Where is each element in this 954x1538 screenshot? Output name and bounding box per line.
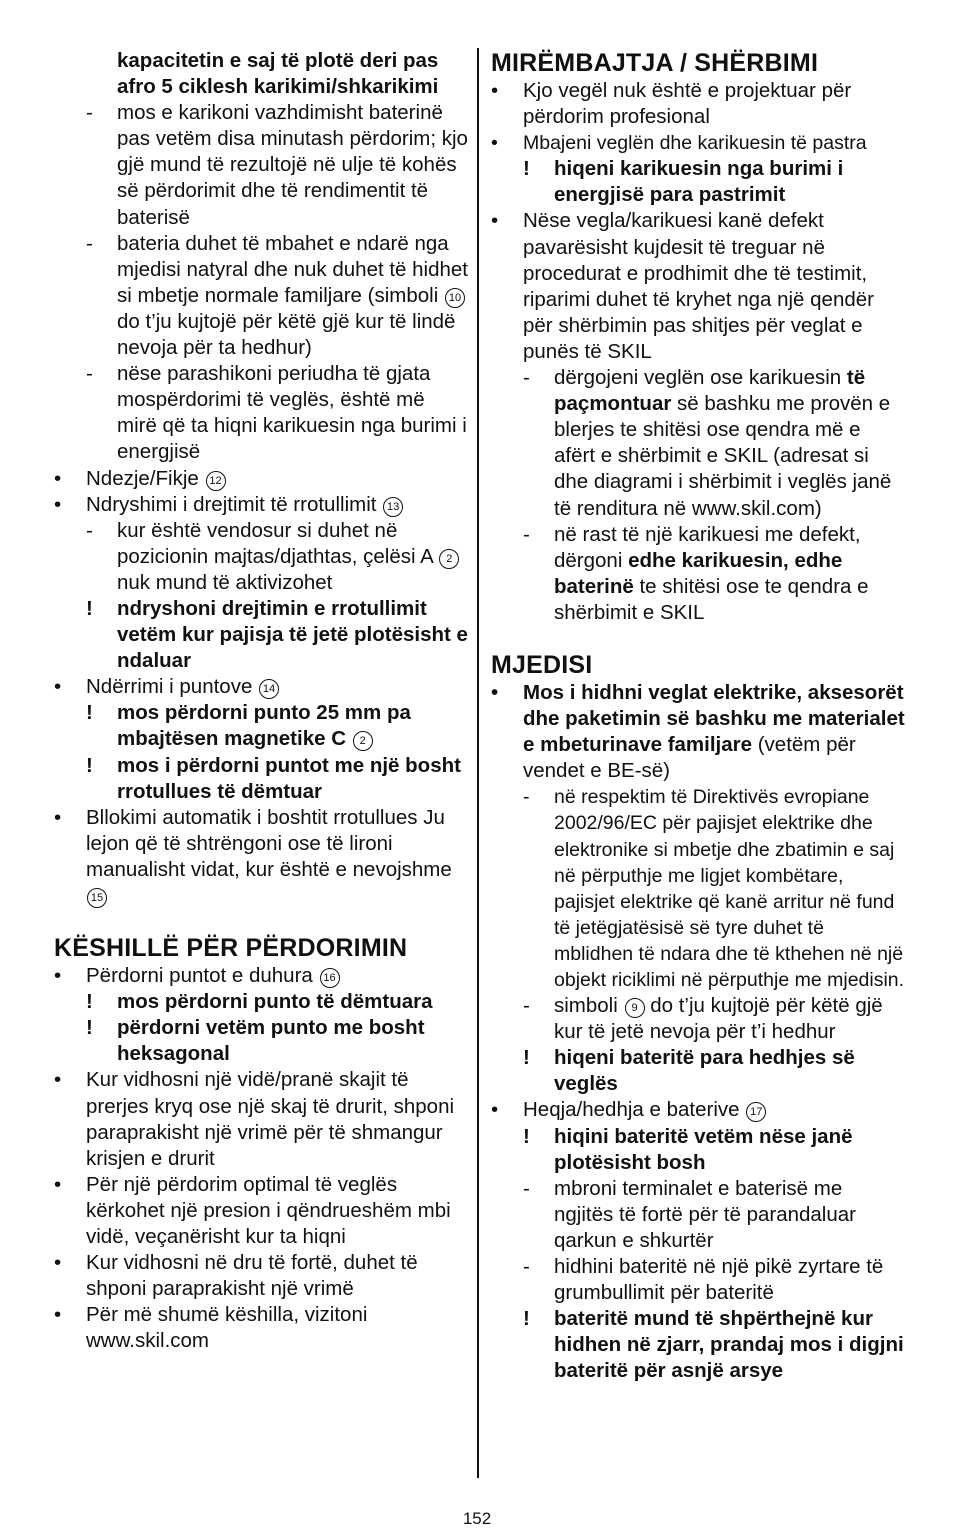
list-item — [491, 365, 907, 522]
list-item — [491, 156, 907, 208]
item-text: kur është vendosur si duhet në pozicionin majtas/djathtas, çelësi A — [117, 518, 433, 568]
item-text: Ndezje/Fikje — [86, 466, 199, 490]
item-text: bateria duhet të mbahet e ndarë nga mjedisi natyral dhe nuk duhet të hidhet si mbetje normale familjare (simboli — [117, 231, 469, 307]
dash-marker: - — [523, 994, 530, 1018]
bold-text: ndryshoni drejtimin e rrotullimit vetëm kur pajisja të jetë plotësisht e ndaluar — [117, 596, 468, 673]
item-text: Kur vidhosni në dru të fortë, duhet të shponi paraprakisht një vrimë — [86, 1251, 418, 1301]
warning-marker: ! — [523, 157, 530, 181]
list-item — [491, 1306, 907, 1384]
list-item — [54, 361, 468, 465]
list-item — [54, 48, 468, 100]
item-text: dërgojeni veglën ose karikuesin — [554, 366, 842, 390]
warning-marker: ! — [86, 1016, 93, 1040]
list-item — [54, 100, 468, 230]
bullet-marker: • — [54, 1251, 62, 1275]
item-text: do t’ju kujtojë për këtë gjë kur të jetë nevoja për t’i hedhur — [554, 994, 883, 1044]
list-item — [54, 1172, 468, 1250]
list-item — [491, 1097, 907, 1123]
item-text: në rast të një karikuesi me defekt, dërgoni — [554, 522, 861, 572]
callout-number: 12 — [206, 471, 226, 491]
bold-text: edhe karikuesin, edhe baterinë — [554, 548, 843, 598]
list-item — [491, 784, 907, 993]
warning-marker: ! — [86, 753, 93, 777]
dash-marker: - — [523, 366, 530, 390]
bullet-marker: • — [54, 466, 62, 490]
callout-number: 2 — [353, 731, 373, 751]
list-item — [54, 1067, 468, 1171]
bullet-marker: • — [54, 1068, 62, 1092]
dash-marker: - — [86, 518, 93, 542]
item-text: hidhini bateritë në një pikë zyrtare të grumbullimit për bateritë — [554, 1255, 884, 1305]
item-text: Përdorni puntot e duhura — [86, 964, 313, 988]
bold-text: hiqini bateritë vetëm nëse janë plotësisht bosh — [554, 1124, 853, 1174]
item-text: Mbajeni veglën dhe karikuesin të pastra — [523, 132, 867, 155]
item-text: Kjo vegël nuk është e projektuar për përdorim profesional — [523, 79, 852, 129]
list-item — [54, 518, 468, 596]
bold-text: hiqeni karikuesin nga burimi i energjisë para pastrimit — [554, 157, 844, 207]
list-item — [54, 1250, 468, 1302]
list-item — [54, 492, 468, 518]
dash-marker: - — [523, 1176, 530, 1200]
list-item — [491, 78, 907, 130]
section-heading: MIRËMBAJTJA / SHËRBIMI — [491, 49, 819, 77]
item-text: në respektim të Direktivës evropiane 2002/96/EC për pajisjet elektrike dhe elektronike si mbetje dhe zbatimin e saj në përputhje me ligjet kombëtare, pajisjet elektrike që kanë arritur në fund të jetëgjatësisë së tyre duhet të mblidhen të ndara dhe të kthehen në një objekt riciklimi në përputhje me mjedisin. — [554, 786, 905, 991]
list-item — [54, 231, 468, 361]
callout-number: 15 — [87, 888, 107, 908]
bullet-marker: • — [54, 1303, 62, 1327]
item-text: (vetëm për vendet e BE-së) — [523, 733, 856, 783]
bullet-marker: • — [491, 79, 499, 102]
list-item — [54, 963, 468, 989]
dash-marker: - — [86, 101, 93, 125]
warning-marker: ! — [523, 1046, 530, 1070]
bullet-marker: • — [491, 1098, 499, 1122]
bold-text: mos përdorni punto 25 mm pa mbajtësen magnetike C — [117, 701, 411, 751]
bullet-marker: • — [491, 132, 498, 155]
warning-marker: ! — [86, 596, 93, 620]
bullet-marker: • — [54, 805, 62, 829]
bullet-marker: • — [54, 492, 62, 516]
item-text: mos e karikoni vazhdimisht baterinë pas vetëm disa minutash përdorim; kjo gjë mund të rezultojë në ulje të kohës së përdorimit dhe të rendimentit të baterisë — [117, 101, 468, 229]
bold-text: të paçmontuar — [554, 366, 866, 416]
item-text: Për një përdorim optimal të veglës kërkohet një presion i qëndrueshëm mbi vidë, veçanërisht kur ta hiqni — [86, 1172, 451, 1249]
list-item — [491, 993, 907, 1045]
bullet-marker: • — [491, 680, 499, 704]
callout-number: 13 — [383, 497, 403, 517]
callout-number: 10 — [445, 288, 465, 308]
bullet-marker: • — [54, 675, 62, 699]
list-item — [491, 1176, 907, 1254]
page-number: 152 — [462, 1509, 492, 1528]
item-text: Ndërrimi i puntove — [86, 675, 253, 699]
bold-text: Mos i hidhni veglat elektrike, aksesorët dhe paketimin së bashku me materialet e mbeturinave familjare — [523, 680, 905, 757]
item-text: mbroni terminalet e baterisë me ngjitës të fortë për të parandaluar qarkun e shkurtër — [554, 1176, 856, 1252]
list-item — [54, 1302, 468, 1354]
callout-number: 16 — [320, 968, 340, 988]
dash-marker: - — [523, 1255, 530, 1279]
item-text: simboli — [554, 994, 618, 1018]
item-text: do t’ju kujtojë për këtë gjë kur të lindë nevoja për ta hedhur) — [117, 309, 456, 360]
item-text: nëse parashikoni periudha të gjata mospërdorimi të veglës, është më mirë që ta hiqni karikuesin nga burimi i energjisë — [117, 362, 467, 464]
bold-text: mos përdorni punto të dëmtuara — [117, 990, 433, 1014]
item-text: së bashku me provën e blerjes te shitësi ose qendra më e afërt e shërbimit e SKIL (adresat si dhe diagrami i shërbimit i veglës janë të renditura në www.skil.com) — [554, 392, 892, 520]
bold-text: hiqeni bateritë para hedhjes së veglës — [554, 1046, 855, 1096]
bullet-marker: • — [54, 964, 62, 988]
item-text: Ndryshimi i drejtimit të rrotullimit — [86, 492, 377, 516]
warning-marker: ! — [86, 701, 93, 725]
list-item — [491, 1124, 907, 1176]
warning-marker: ! — [86, 990, 93, 1014]
dash-marker: - — [86, 362, 93, 386]
column-divider — [477, 48, 479, 1478]
item-text: Për më shumë këshilla, vizitoni www.skil.com — [86, 1303, 368, 1353]
item-text: Heqja/hedhja e baterive — [523, 1098, 740, 1122]
list-item — [491, 522, 907, 626]
list-item — [491, 1254, 907, 1306]
callout-number: 9 — [625, 998, 645, 1018]
list-item — [54, 1015, 468, 1067]
item-text: nuk mund të aktivizohet — [117, 570, 333, 594]
item-text: Kur vidhosni një vidë/pranë skajit të prerjes kryq ose një skaj të drurit, shponi paraprakisht një vrimë për të shmangur krisjen e drurit — [86, 1068, 455, 1170]
list-item — [491, 208, 907, 365]
list-item — [54, 700, 468, 752]
bold-text: kapacitetin e saj të plotë deri pas afro 5 ciklesh karikimi/shkarikimi — [117, 49, 439, 99]
item-text: Nëse vegla/karikuesi kanë defekt pavarësisht kujdesit të treguar në procedurat e prodhimit dhe të testimit, riparimi duhet të kryhet nga një qendër për shërbimin pas shitjes për veglat e punës të SKIL — [523, 209, 874, 363]
list-item — [54, 989, 468, 1015]
bold-text: mos i përdorni puntot me një bosht rrotullues të dëmtuar — [117, 753, 461, 803]
bold-text: bateritë mund të shpërthejnë kur hidhen në zjarr, prandaj mos i digjni bateritë për asnjë arsye — [554, 1307, 904, 1383]
list-item — [491, 1045, 907, 1097]
left-column — [54, 48, 468, 1355]
section-heading: KËSHILLË PËR PËRDORIMIN — [54, 934, 408, 963]
item-text: te shitësi ose te qendra e shërbimit e SKIL — [554, 574, 869, 624]
callout-number: 14 — [259, 679, 279, 699]
callout-number: 2 — [439, 549, 459, 569]
list-item — [54, 466, 468, 492]
callout-number: 17 — [746, 1102, 766, 1122]
warning-marker: ! — [523, 1307, 530, 1331]
list-item — [54, 805, 468, 909]
bullet-marker: • — [491, 209, 499, 233]
dash-marker: - — [86, 231, 93, 255]
list-item — [54, 674, 468, 700]
section-heading: MJEDISI — [491, 650, 593, 679]
list-item — [491, 680, 907, 784]
item-text: Bllokimi automatik i boshtit rrotullues Ju lejon që të shtrëngoni ose të lironi manualisht vidat, kur është e nevojshme — [86, 805, 452, 881]
dash-marker: - — [523, 786, 530, 809]
bold-text: përdorni vetëm punto me bosht heksagonal — [117, 1016, 425, 1066]
bullet-marker: • — [54, 1172, 62, 1196]
list-item — [491, 130, 907, 156]
warning-marker: ! — [523, 1124, 530, 1148]
list-item — [54, 753, 468, 805]
dash-marker: - — [523, 522, 530, 546]
list-item — [54, 596, 468, 674]
right-column — [491, 48, 907, 1385]
